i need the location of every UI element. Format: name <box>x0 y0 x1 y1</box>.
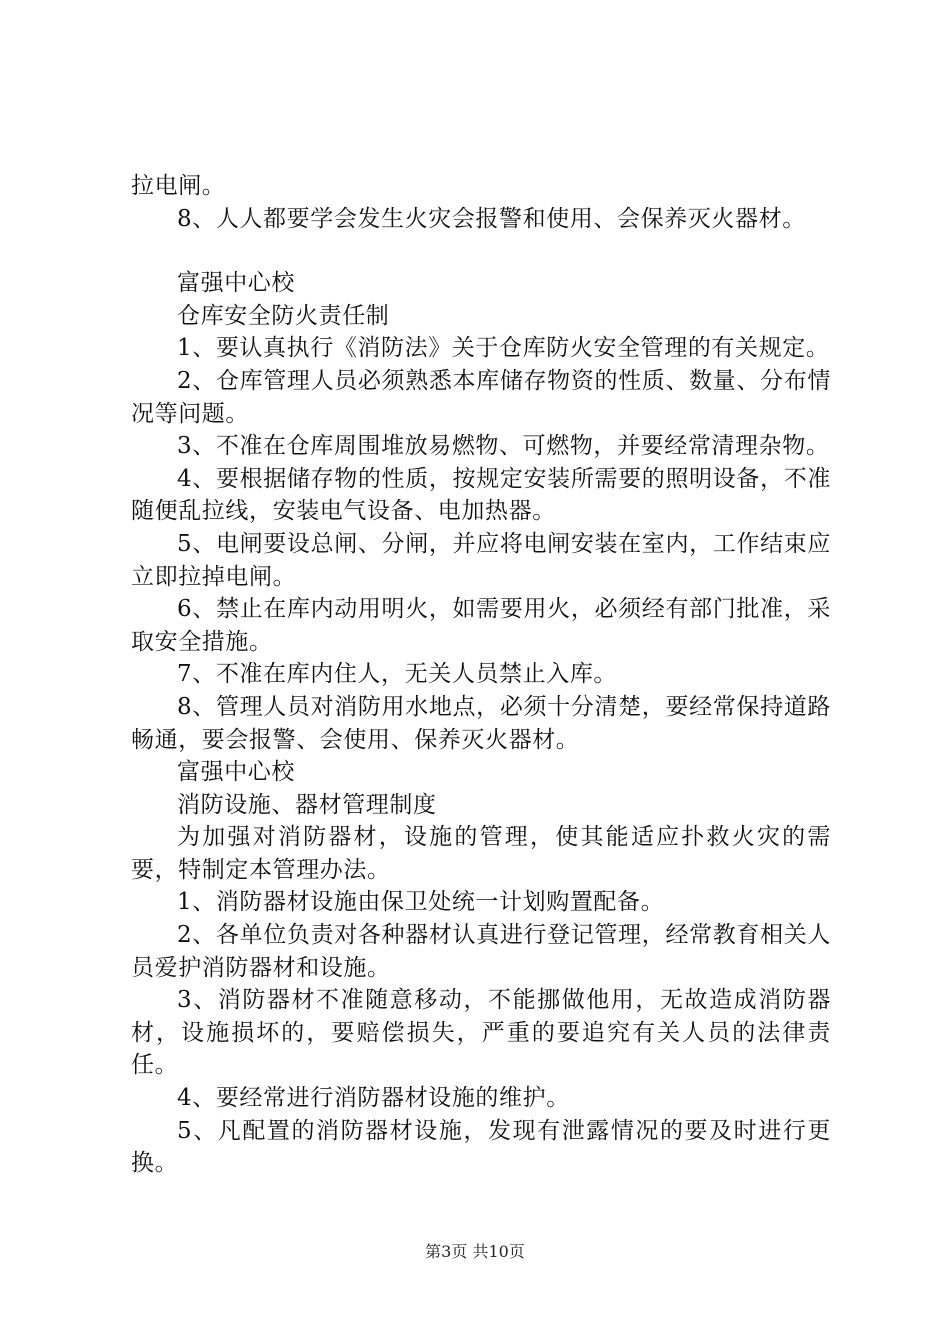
page-footer: 第3页 共10页 <box>425 1242 525 1261</box>
document-body <box>131 170 831 1180</box>
section1-title: 仓库安全防火责任制 <box>177 302 390 329</box>
equipment-item: 1、消防器材设施由保卫处统一计划购置配备。 <box>177 889 665 916</box>
section2-org: 富强中心校 <box>177 759 295 786</box>
warehouse-item: 1、要认真执行《消防法》关于仓库防火安全管理的有关规定。 <box>177 335 830 362</box>
equipment-item: 4、要经常进行消防器材设施的维护。 <box>177 1085 570 1112</box>
warehouse-item: 4、要根据储存物的性质，按规定安装所需要的照明设备，不准随便乱拉线，安装电气设备、电加热器。 <box>131 465 831 525</box>
warehouse-item: 5、电闸要设总闸、分闸，并应将电闸安装在室内，工作结束应立即拉掉电闸。 <box>131 530 831 590</box>
equipment-item: 5、凡配置的消防器材设施，发现有泄露情况的要及时进行更换。 <box>131 1117 831 1177</box>
fire-rule-item-8: 8、人人都要学会发生火灾会报警和使用、会保养灭火器材。 <box>177 205 806 232</box>
warehouse-item: 8、管理人员对消防用水地点，必须十分清楚，要经常保持道路畅通，要会报警、会使用、保养灭火器材。 <box>131 693 831 753</box>
warehouse-item: 2、仓库管理人员必须熟悉本库储存物资的性质、数量、分布情况等问题。 <box>131 367 831 427</box>
warehouse-item: 3、不准在仓库周围堆放易燃物、可燃物，并要经常清理杂物。 <box>177 433 830 460</box>
warehouse-item: 6、禁止在库内动用明火，如需要用火，必须经有部门批准，采取安全措施。 <box>131 596 831 655</box>
equipment-item: 2、各单位负责对各种器材认真进行登记管理，经常教育相关人员爱护消防器材和设施。 <box>131 922 831 981</box>
section-gap <box>131 235 831 267</box>
equipment-item: 3、消防器材不准随意移动，不能挪做他用，无故造成消防器材，设施损坏的，要赔偿损失，严重的要追究有关人员的法律责任。 <box>131 987 831 1079</box>
warehouse-item: 7、不准在库内住人，无关人员禁止入库。 <box>177 661 618 688</box>
section1-org: 富强中心校 <box>177 270 295 297</box>
continued-line: 拉电闸。 <box>131 173 226 199</box>
section2-title: 消防设施、器材管理制度 <box>177 791 437 818</box>
section2-intro: 为加强对消防器材，设施的管理，使其能适应扑救火灾的需要，特制定本管理办法。 <box>131 824 831 883</box>
